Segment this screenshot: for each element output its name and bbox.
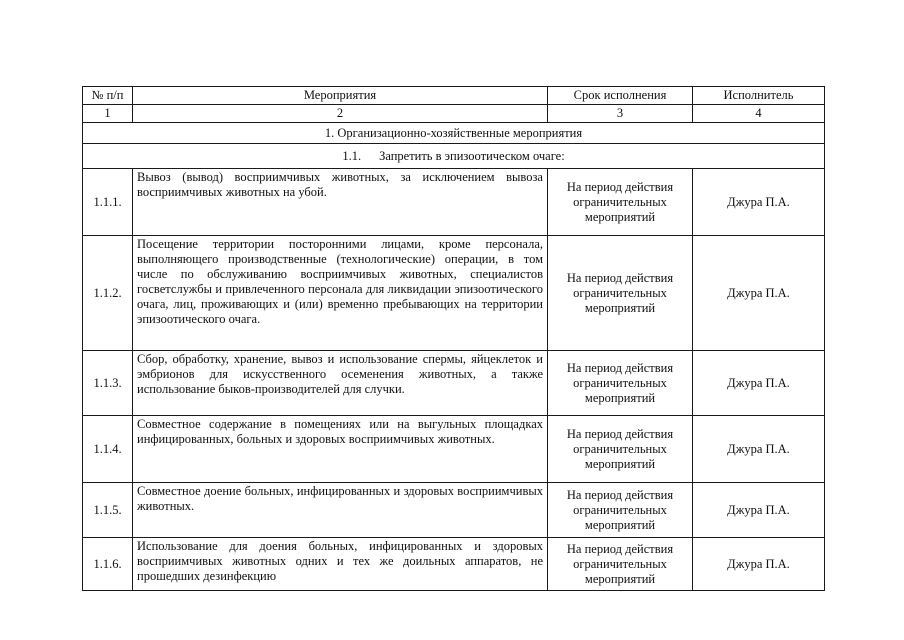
row-activity: Совместное доение больных, инфицированных и здоровых восприимчивых животных.	[133, 483, 548, 538]
row-term: На период действия ограничительных мероприятий	[548, 236, 693, 351]
table-row	[83, 169, 825, 236]
index-cell: 1	[83, 105, 133, 123]
row-number: 1.1.1.	[83, 169, 133, 236]
header-term: Срок исполнения	[548, 87, 693, 105]
row-executor: Джура П.А.	[693, 169, 825, 236]
table-row	[83, 483, 825, 538]
row-executor: Джура П.А.	[693, 351, 825, 416]
subsection-row	[83, 144, 825, 169]
row-executor: Джура П.А.	[693, 538, 825, 591]
row-activity: Посещение территории посторонними лицами, кроме персонала, выполняющего производственные (технологические) операции, в том числе по обслуживанию восприимчивых животных, специалистов госветслужбы и привлеченного персонала для ликвидации эпизоотического очага, лиц, проживающих и (или) временно пребывающих на территории эпизоотического очага.	[133, 236, 548, 351]
index-cell: 4	[693, 105, 825, 123]
row-activity: Использование для доения больных, инфицированных и здоровых восприимчивых животных одних и тех же доильных аппаратов, не прошедших дезинфекцию	[133, 538, 548, 591]
row-number: 1.1.4.	[83, 416, 133, 483]
row-number: 1.1.2.	[83, 236, 133, 351]
row-executor: Джура П.А.	[693, 236, 825, 351]
header-executor: Исполнитель	[693, 87, 825, 105]
header-activity: Мероприятия	[133, 87, 548, 105]
index-cell: 2	[133, 105, 548, 123]
table-row	[83, 538, 825, 591]
subsection-cell	[83, 144, 825, 169]
row-number: 1.1.3.	[83, 351, 133, 416]
row-executor: Джура П.А.	[693, 416, 825, 483]
row-term: На период действия ограничительных мероприятий	[548, 538, 693, 591]
section-row	[83, 123, 825, 144]
section-title: 1. Организационно-хозяйственные мероприятия	[83, 123, 825, 144]
row-number: 1.1.5.	[83, 483, 133, 538]
header-row	[83, 87, 825, 105]
table-row	[83, 416, 825, 483]
header-number: № п/п	[83, 87, 133, 105]
index-row	[83, 105, 825, 123]
row-term: На период действия ограничительных мероприятий	[548, 169, 693, 236]
row-activity: Сбор, обработку, хранение, вывоз и использование спермы, яйцеклеток и эмбрионов для искусственного осеменения животных, а также использование быков-производителей для случки.	[133, 351, 548, 416]
row-activity: Вывоз (вывод) восприимчивых животных, за исключением вывоза восприимчивых животных на убой.	[133, 169, 548, 236]
row-executor: Джура П.А.	[693, 483, 825, 538]
row-activity: Совместное содержание в помещениях или на выгульных площадках инфицированных, больных и здоровых восприимчивых животных.	[133, 416, 548, 483]
row-number: 1.1.6.	[83, 538, 133, 591]
row-term: На период действия ограничительных мероприятий	[548, 351, 693, 416]
subsection-text: Запретить в эпизоотическом очаге:	[379, 148, 565, 163]
measures-table	[82, 86, 825, 591]
row-term: На период действия ограничительных мероприятий	[548, 483, 693, 538]
row-term: На период действия ограничительных мероприятий	[548, 416, 693, 483]
index-cell: 3	[548, 105, 693, 123]
table-row	[83, 236, 825, 351]
table-row	[83, 351, 825, 416]
subsection-number: 1.1.	[342, 148, 362, 163]
